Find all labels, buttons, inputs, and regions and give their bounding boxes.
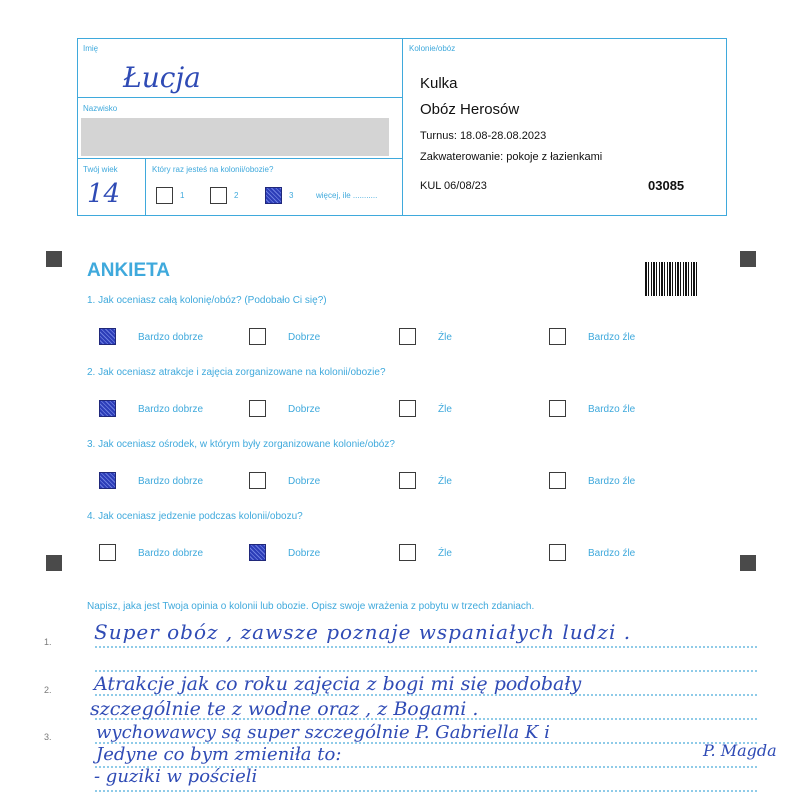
numer: 03085 — [648, 178, 685, 193]
header-divider-vertical — [402, 39, 403, 215]
line-number-2: 2. — [44, 685, 52, 695]
ktory-raz-option-3: 3 — [289, 191, 294, 200]
handwriting-line-4: wychowawcy są super szczególnie P. Gabriella K i — [96, 722, 550, 743]
header-divider-h2 — [78, 158, 402, 159]
q2-option-bardzo-dobrze: Bardzo dobrze — [138, 404, 204, 415]
q1-option-bardzo-dobrze: Bardzo dobrze — [138, 332, 204, 343]
header-divider-age — [145, 158, 146, 215]
q4-option-dobrze: Dobrze — [288, 548, 321, 559]
kod: KUL 06/08/23 — [420, 180, 487, 192]
zakwaterowanie: Zakwaterowanie: pokoje z łazienkami — [420, 151, 603, 163]
q1-checkbox-bardzo-dobrze[interactable] — [99, 328, 116, 345]
question-text-4: 4. Jak oceniasz jedzenie podczas kolonii/obozu? — [87, 511, 303, 522]
q4-checkbox-dobrze[interactable] — [249, 544, 266, 561]
ktory-raz-option-more: więcej, ile ........... — [316, 191, 378, 200]
imie-label: Imię — [83, 44, 99, 53]
question-text-2: 2. Jak oceniasz atrakcje i zajęcia zorganizowane na kolonii/obozie? — [87, 367, 386, 378]
oboz-name: Obóz Herosów — [420, 101, 520, 118]
wiek-value: 14 — [87, 179, 121, 209]
q1-checkbox-dobrze[interactable] — [249, 328, 266, 345]
q3-option-zle: Źle — [438, 476, 452, 487]
q2-checkbox-bardzo-zle[interactable] — [549, 400, 566, 417]
ktory-raz-option-2: 2 — [234, 191, 239, 200]
q3-option-dobrze: Dobrze — [288, 476, 321, 487]
answer-line — [95, 670, 757, 672]
q4-checkbox-bardzo-zle[interactable] — [549, 544, 566, 561]
answer-line — [95, 646, 757, 648]
q1-option-zle: Źle — [438, 332, 452, 343]
q1-option-dobrze: Dobrze — [288, 332, 321, 343]
barcode — [645, 262, 699, 296]
handwriting-line-7: - guziki w pościeli — [94, 766, 258, 787]
handwriting-line-5: Jedyne co bym zmieniła to: — [96, 744, 342, 765]
line-number-1: 1. — [44, 637, 52, 647]
q3-option-bardzo-zle: Bardzo źle — [588, 476, 636, 487]
registration-marker-bottom-right — [740, 555, 756, 571]
handwriting-line-1: Super obóz , zawsze poznaje wspaniałych ludzi . — [94, 620, 632, 644]
q3-checkbox-zle[interactable] — [399, 472, 416, 489]
answer-line — [95, 790, 757, 792]
ktory-raz-checkbox-3[interactable] — [265, 187, 282, 204]
line-number-3: 3. — [44, 732, 52, 742]
q4-option-bardzo-zle: Bardzo źle — [588, 548, 636, 559]
q3-checkbox-bardzo-dobrze[interactable] — [99, 472, 116, 489]
q2-checkbox-dobrze[interactable] — [249, 400, 266, 417]
q1-option-bardzo-zle: Bardzo źle — [588, 332, 636, 343]
opinion-prompt: Napisz, jaka jest Twoja opinia o kolonii lub obozie. Opisz swoje wrażenia z pobytu w trzech zdaniach. — [87, 601, 535, 612]
q3-option-bardzo-dobrze: Bardzo dobrze — [138, 476, 204, 487]
q4-checkbox-zle[interactable] — [399, 544, 416, 561]
question-text-1: 1. Jak oceniasz całą kolonię/obóz? (Podobało Ci się?) — [87, 295, 327, 306]
turnus: Turnus: 18.08-28.08.2023 — [420, 130, 547, 142]
kolonia-name: Kulka — [420, 75, 458, 92]
q2-checkbox-bardzo-dobrze[interactable] — [99, 400, 116, 417]
imie-value: Łucja — [123, 61, 201, 94]
ktory-raz-checkbox-1[interactable] — [156, 187, 173, 204]
registration-marker-top-right — [740, 251, 756, 267]
question-text-3: 3. Jak oceniasz ośrodek, w którym były zorganizowane kolonie/obóz? — [87, 439, 395, 450]
q1-checkbox-zle[interactable] — [399, 328, 416, 345]
q3-checkbox-bardzo-zle[interactable] — [549, 472, 566, 489]
q2-option-zle: Źle — [438, 404, 452, 415]
q2-option-bardzo-zle: Bardzo źle — [588, 404, 636, 415]
q4-option-zle: Źle — [438, 548, 452, 559]
q1-checkbox-bardzo-zle[interactable] — [549, 328, 566, 345]
q2-checkbox-zle[interactable] — [399, 400, 416, 417]
survey-title: ANKIETA — [87, 260, 171, 281]
ktory-raz-option-1: 1 — [180, 191, 185, 200]
ktory-raz-checkbox-2[interactable] — [210, 187, 227, 204]
handwriting-line-3: szczególnie te z wodne oraz , z Bogami . — [90, 698, 479, 720]
handwriting-line-6: P. Magda — [703, 741, 777, 760]
header-form — [77, 38, 727, 216]
wiek-label: Twój wiek — [83, 165, 118, 174]
q4-checkbox-bardzo-dobrze[interactable] — [99, 544, 116, 561]
q3-checkbox-dobrze[interactable] — [249, 472, 266, 489]
q2-option-dobrze: Dobrze — [288, 404, 321, 415]
ktory-raz-label: Który raz jesteś na kolonii/obozie? — [152, 165, 274, 174]
nazwisko-label: Nazwisko — [83, 104, 118, 113]
kolonia-label: Kolonie/obóz — [409, 44, 456, 53]
q4-option-bardzo-dobrze: Bardzo dobrze — [138, 548, 204, 559]
registration-marker-top-left — [46, 251, 62, 267]
header-divider-h1 — [78, 97, 402, 98]
handwriting-line-2: Atrakcje jak co roku zajęcia z bogi mi się podobały — [94, 673, 582, 695]
nazwisko-redacted — [81, 118, 389, 156]
registration-marker-bottom-left — [46, 555, 62, 571]
